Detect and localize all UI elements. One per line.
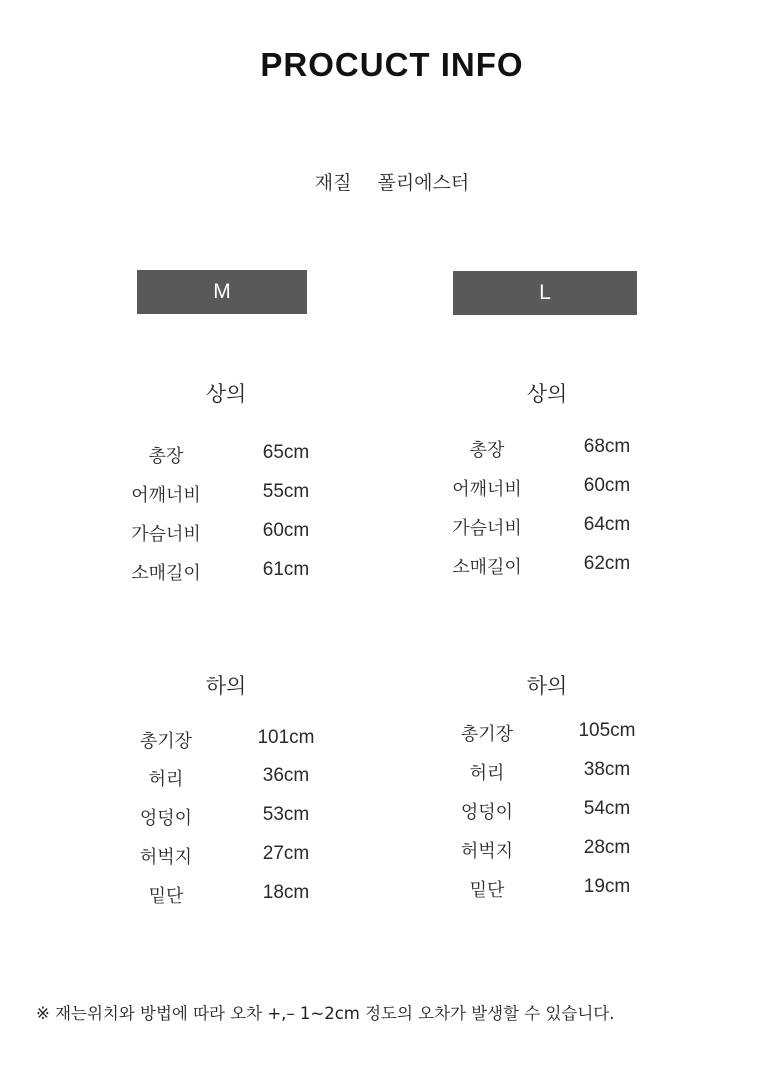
measurement-note: ※ 재는위치와 방법에 따라 오차 +,– 1~2cm 정도의 오차가 발생할 수 있습니다. <box>36 1004 615 1023</box>
row-label: 소매길이 <box>131 563 201 584</box>
row-value: 61cm <box>262 559 310 580</box>
row-label: 밑단 <box>469 880 505 901</box>
row-value: 60cm <box>583 475 631 496</box>
row-value: 38cm <box>583 759 631 780</box>
top-section-title-l: 상의 <box>526 382 568 406</box>
row-label: 어깨너비 <box>131 485 201 506</box>
bottom-section-title-l: 하의 <box>526 674 568 698</box>
row-value: 54cm <box>583 798 631 819</box>
row-value: 60cm <box>262 520 310 541</box>
row-value: 105cm <box>578 720 636 741</box>
top-section-title-m: 상의 <box>205 382 247 406</box>
row-label: 소매길이 <box>452 557 522 578</box>
row-value: 27cm <box>262 843 310 864</box>
row-value: 53cm <box>262 804 310 825</box>
material-info <box>0 168 784 195</box>
row-value: 64cm <box>583 514 631 535</box>
row-value: 62cm <box>583 553 631 574</box>
row-label: 허벅지 <box>139 847 193 868</box>
row-label: 총기장 <box>139 731 193 752</box>
size-header-m: M <box>137 270 307 314</box>
bottom-section-title-m: 하의 <box>205 674 247 698</box>
row-label: 허리 <box>148 769 184 790</box>
row-label: 총장 <box>148 446 184 467</box>
row-value: 19cm <box>583 876 631 897</box>
row-label: 총장 <box>469 440 505 461</box>
row-value: 65cm <box>262 442 310 463</box>
row-label: 가슴너비 <box>131 524 201 545</box>
size-header-l: L <box>453 271 637 315</box>
row-label: 총기장 <box>460 724 514 745</box>
row-label: 밑단 <box>148 886 184 907</box>
row-label: 가슴너비 <box>452 518 522 539</box>
material-value: 폴리에스터 <box>377 172 470 194</box>
material-label: 재질 <box>314 172 352 194</box>
row-value: 28cm <box>583 837 631 858</box>
row-value: 18cm <box>262 882 310 903</box>
row-label: 엉덩이 <box>460 802 514 823</box>
row-label: 허리 <box>469 763 505 784</box>
page-title: PROCUCT INFO <box>260 46 524 83</box>
row-value: 68cm <box>583 436 631 457</box>
row-value: 101cm <box>257 727 315 748</box>
row-value: 36cm <box>262 765 310 786</box>
row-label: 허벅지 <box>460 841 514 862</box>
row-value: 55cm <box>262 481 310 502</box>
row-label: 어깨너비 <box>452 479 522 500</box>
row-label: 엉덩이 <box>139 808 193 829</box>
